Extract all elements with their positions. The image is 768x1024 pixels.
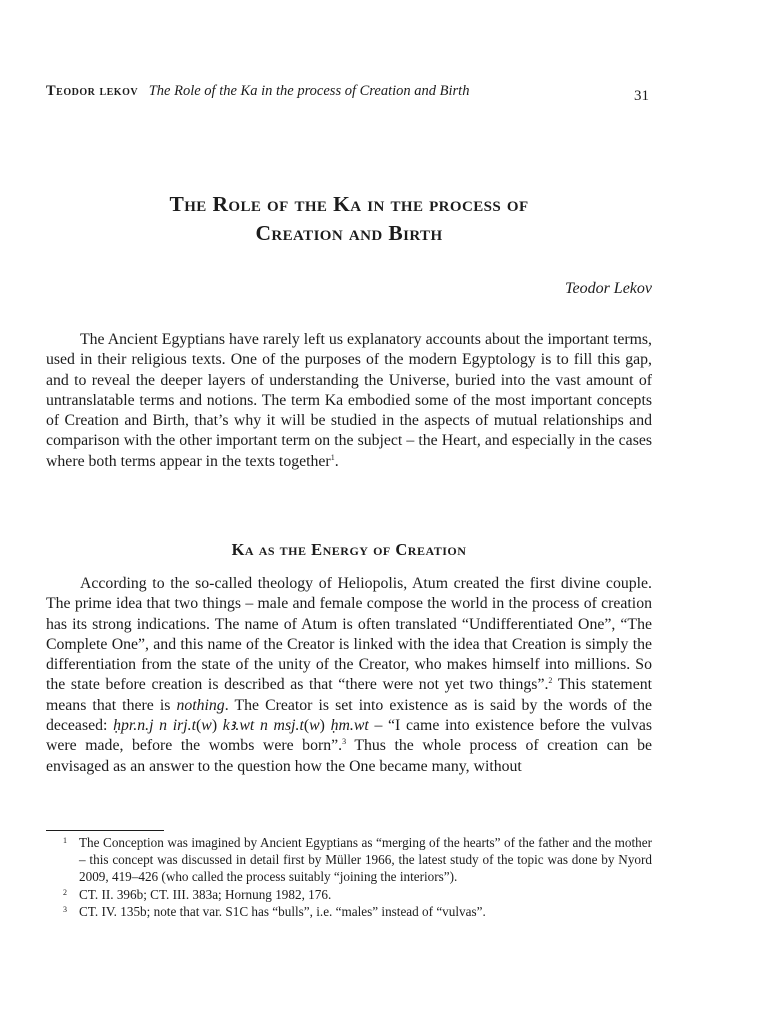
section-heading: Ka as the Energy of Creation	[231, 540, 467, 559]
running-head	[46, 81, 652, 101]
intro-paragraph	[46, 330, 652, 472]
italic-run: w	[201, 717, 212, 735]
text-run: .	[334, 452, 339, 470]
page-number: 31	[634, 88, 649, 104]
text-run: The Ancient Egyptians have rarely left us explanatory accounts about the important terms, used in their religious texts. One of the purposes of the modern Egyptology is to fill this gap, and to reveal the deeper layers of understanding the Universe, buried into the vast amount of untranslatable terms and notions. The term Ka embodied some of the most important concepts of Creation and Birth, that’s why it will be studied in the aspects of mutual relationships and comparison with the other important term on the subject – the Heart, and especially in the cases where both terms appear in the texts together	[46, 331, 652, 470]
footnote	[63, 834, 652, 886]
running-head-author: Teodor lekov	[46, 83, 139, 99]
text-run: )	[319, 717, 331, 735]
text-run: Thus the whole process of creation can be envisaged as an answer to the question how the One became many, without	[46, 737, 653, 775]
text-run: According to the so-called theology of Heliopolis, Atum created the first divine couple. The prime idea that two things – male and female compose the world in the process of creation has its strong indications. The name of Atum is often translated “Undifferentiated One”, “The Complete One”, and this name of the Creator is linked with the idea that Creation is simply the differentiation from the state of the unity of the Creator, who makes himself into millions. So the state before creation is described as that “there were not yet two things”.	[46, 575, 652, 694]
footnote-reference: 1	[330, 452, 335, 462]
text-run: . The Creator is set into existence as is said by the words of the deceased:	[46, 696, 652, 735]
footnote-text	[79, 834, 652, 886]
text-run: CT. IV. 135b; note that var. S1C has “bulls”, i.e. “males” instead of “vulvas”.	[79, 903, 486, 919]
footnote-reference: 2	[548, 676, 553, 686]
footnote-marker: 1	[63, 836, 67, 845]
article-title	[46, 190, 652, 248]
text-run: The Conception was imagined by Ancient Egyptians as “merging of the hearts” of the father and the mother – this concept was discussed in detail first by Müller 1966, the latest study of the topic was done by Nyord 2009, 419–426 (who called the process suitably “joining the interiors”).	[79, 835, 652, 885]
footnote-marker: 3	[63, 904, 67, 914]
text-run: )	[211, 717, 223, 735]
italic-run: ḥpr.n.j n irj.t	[113, 717, 196, 735]
italic-run: kꜣ.wt n msj.t	[222, 717, 304, 735]
footnote-divider	[46, 830, 164, 831]
italic-run: w	[309, 717, 320, 735]
article-title-line-2: Creation and Birth	[255, 221, 443, 245]
text-run: (	[303, 717, 310, 735]
footnote-text	[79, 903, 652, 920]
footnote-marker: 2	[63, 887, 67, 897]
footnote	[63, 903, 652, 920]
text-run: This statement means that there is	[46, 676, 652, 714]
article-title-line-1: The Role of the Ka in the process of	[169, 192, 529, 216]
text-run: – “I came into existence before the vulvas were made, before the wombs were born”.	[46, 717, 652, 755]
footnote-text	[79, 886, 652, 903]
footnotes	[63, 834, 652, 920]
text-run: CT. II. 396b; CT. III. 383a; Hornung 1982, 176.	[79, 886, 332, 902]
footnote-reference: 3	[342, 737, 347, 747]
author-byline: Teodor Lekov	[565, 280, 652, 297]
italic-run: nothing	[176, 696, 225, 714]
footnote	[63, 886, 652, 903]
italic-run: ḥm.wt	[330, 717, 369, 735]
running-head-article-title: The Role of the Ka in the process of Creation and Birth	[148, 83, 470, 99]
text-run: (	[196, 717, 202, 735]
section-paragraph	[46, 574, 652, 777]
